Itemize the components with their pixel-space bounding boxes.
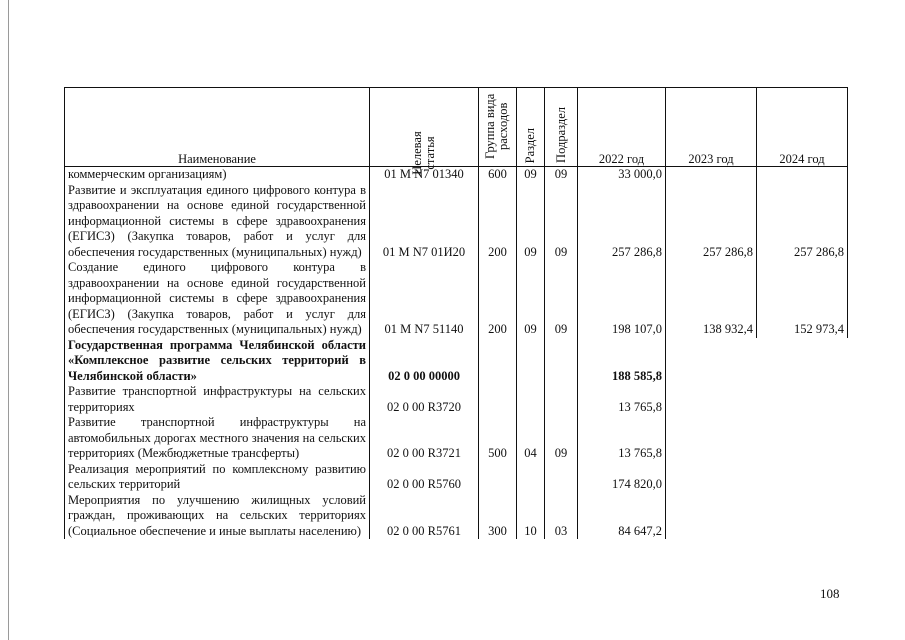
header-2023: 2023 год <box>666 88 757 167</box>
cell-expense-group <box>479 338 517 385</box>
cell-2024: 257 286,8 <box>757 183 848 261</box>
cell-name: Государственная программа Челябинской области «Комплексное развитие сельских территорий в Челябинской области» <box>65 338 370 385</box>
header-2024: 2024 год <box>757 88 848 167</box>
cell-2023 <box>666 167 757 183</box>
cell-target-article: 02 0 00 R3721 <box>370 415 479 462</box>
cell-expense-group <box>479 462 517 493</box>
table-row <box>65 183 848 261</box>
cell-subsection: 09 <box>545 260 578 338</box>
cell-2023 <box>666 493 757 540</box>
cell-2022: 257 286,8 <box>578 183 666 261</box>
table-row <box>65 260 848 338</box>
cell-2024 <box>757 384 848 415</box>
cell-2022: 198 107,0 <box>578 260 666 338</box>
cell-target-article: 02 0 00 R5761 <box>370 493 479 540</box>
cell-subsection: 09 <box>545 183 578 261</box>
cell-section: 09 <box>517 167 545 183</box>
table-row <box>65 462 848 493</box>
cell-2023: 257 286,8 <box>666 183 757 261</box>
cell-name: коммерческим организациям) <box>65 167 370 183</box>
cell-subsection <box>545 338 578 385</box>
cell-2023 <box>666 338 757 385</box>
cell-expense-group: 300 <box>479 493 517 540</box>
cell-expense-group: 200 <box>479 183 517 261</box>
header-subsection: Подраздел <box>545 88 578 167</box>
cell-subsection: 09 <box>545 167 578 183</box>
cell-subsection: 09 <box>545 415 578 462</box>
cell-subsection <box>545 462 578 493</box>
cell-section: 09 <box>517 183 545 261</box>
cell-2023 <box>666 462 757 493</box>
cell-2022: 174 820,0 <box>578 462 666 493</box>
cell-section: 10 <box>517 493 545 540</box>
cell-expense-group: 200 <box>479 260 517 338</box>
cell-section: 09 <box>517 260 545 338</box>
header-name: Наименование <box>65 88 370 167</box>
cell-name: Развитие транспортной инфраструктуры на автомобильных дорогах местного значения на сельских территориях (Межбюджетные трансферты) <box>65 415 370 462</box>
cell-expense-group: 500 <box>479 415 517 462</box>
cell-section <box>517 338 545 385</box>
cell-2022: 188 585,8 <box>578 338 666 385</box>
header-2022: 2022 год <box>578 88 666 167</box>
cell-target-article: 01 M N7 51140 <box>370 260 479 338</box>
cell-name: Развитие и эксплуатация единого цифрового контура в здравоохранении на основе единой государственной информационной системы в сфере здравоохранения (ЕГИСЗ) (Закупка товаров, работ и услуг для обеспечения государственных (муниципальных) нужд) <box>65 183 370 261</box>
cell-target-article: 02 0 00 R3720 <box>370 384 479 415</box>
table-row <box>65 167 848 183</box>
cell-2023 <box>666 384 757 415</box>
cell-target-article: 02 0 00 00000 <box>370 338 479 385</box>
cell-2024 <box>757 167 848 183</box>
page-number: 108 <box>820 586 840 601</box>
table-header-row <box>65 88 848 167</box>
cell-target-article: 01 M N7 01340 <box>370 167 479 183</box>
cell-target-article: 02 0 00 R5760 <box>370 462 479 493</box>
header-section: Раздел <box>517 88 545 167</box>
cell-section: 04 <box>517 415 545 462</box>
cell-name: Реализация мероприятий по комплексному развитию сельских территорий <box>65 462 370 493</box>
cell-name: Развитие транспортной инфраструктуры на сельских территориях <box>65 384 370 415</box>
cell-2023: 138 932,4 <box>666 260 757 338</box>
cell-2024 <box>757 338 848 385</box>
cell-expense-group: 600 <box>479 167 517 183</box>
table-body <box>65 167 848 540</box>
cell-name: Создание единого цифрового контура в здравоохранении на основе единой государственной информационной системы в сфере здравоохранения (ЕГИСЗ) (Закупка товаров, работ и услуг для обеспечения государственных (муниципальных) нужд) <box>65 260 370 338</box>
table-row <box>65 384 848 415</box>
header-expense-group: Группа вида расходов <box>479 88 517 167</box>
cell-name: Мероприятия по улучшению жилищных условий граждан, проживающих на сельских территориях (Социальное обеспечение и иные выплаты населению) <box>65 493 370 540</box>
budget-table <box>64 87 848 539</box>
cell-2023 <box>666 415 757 462</box>
table-row <box>65 415 848 462</box>
cell-2024: 152 973,4 <box>757 260 848 338</box>
cell-section <box>517 462 545 493</box>
scan-edge-line <box>8 0 9 640</box>
cell-target-article: 01 M N7 01И20 <box>370 183 479 261</box>
table-row <box>65 493 848 540</box>
cell-2024 <box>757 415 848 462</box>
cell-2022: 84 647,2 <box>578 493 666 540</box>
cell-expense-group <box>479 384 517 415</box>
header-target-article: Целевая статья <box>370 88 479 167</box>
cell-2024 <box>757 462 848 493</box>
cell-subsection: 03 <box>545 493 578 540</box>
cell-2022: 13 765,8 <box>578 415 666 462</box>
cell-section <box>517 384 545 415</box>
cell-2022: 13 765,8 <box>578 384 666 415</box>
cell-2024 <box>757 493 848 540</box>
cell-subsection <box>545 384 578 415</box>
table-row <box>65 338 848 385</box>
cell-2022: 33 000,0 <box>578 167 666 183</box>
